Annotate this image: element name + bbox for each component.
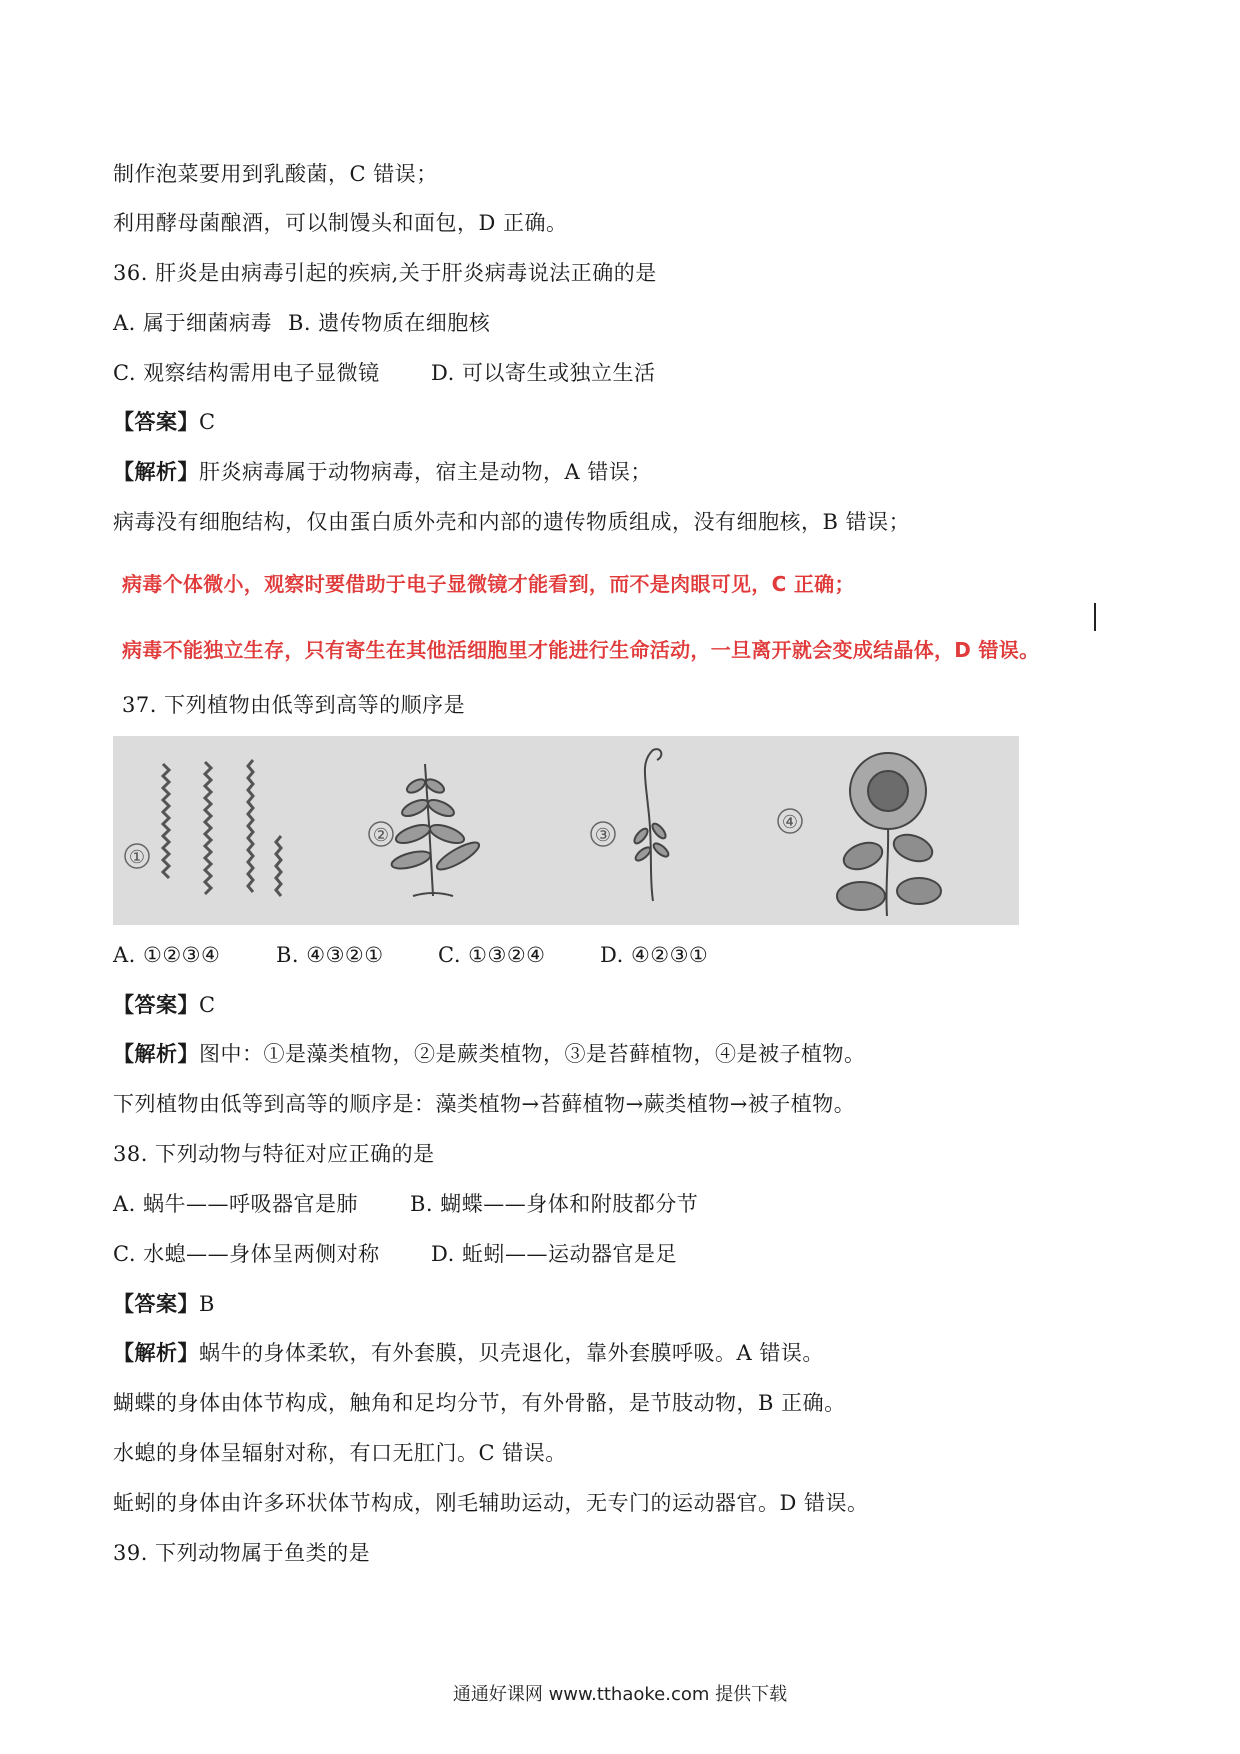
q38-options-row2 <box>113 1240 677 1268</box>
explanation-label: 【解析】 <box>113 1340 199 1365</box>
q36-options-row2 <box>113 359 655 387</box>
answer-label: 【答案】 <box>113 1291 199 1316</box>
fern-illustration <box>390 764 482 896</box>
explanation <box>113 1339 824 1367</box>
option-c: C. 观察结构需用电子显微镜 <box>113 361 380 385</box>
option-c: C. ①③②④ <box>438 943 546 967</box>
explanation-label: 【解析】 <box>113 459 199 484</box>
answer <box>113 408 216 436</box>
highlighted-line: 病毒个体微小，观察时要借助于电子显微镜才能看到，而不是肉眼可见，C 正确； <box>122 572 855 596</box>
text-line: 水螅的身体呈辐射对称，有口无肛门。C 错误。 <box>113 1441 567 1465</box>
option-b: B. 蝴蝶——身体和附肢都分节 <box>410 1192 699 1216</box>
highlighted-line: 病毒不能独立生存，只有寄生在其他活细胞里才能进行生命活动，一旦离开就会变成结晶体，D 错误。 <box>122 638 1040 662</box>
sunflower-illustration <box>837 753 941 916</box>
q36-options-row1 <box>113 309 490 337</box>
figure-number-3: ③ <box>594 825 612 846</box>
answer <box>113 991 216 1019</box>
option-a: A. ①②③④ <box>113 943 221 967</box>
option-a: A. 蜗牛——呼吸器官是肺 <box>113 1192 359 1216</box>
answer <box>113 1290 215 1318</box>
answer-value: C <box>199 993 216 1017</box>
question-39: 39. 下列动物属于鱼类的是 <box>113 1541 371 1565</box>
plants-figure <box>113 736 1019 925</box>
figure-number-4: ④ <box>781 812 799 833</box>
q38-options-row1 <box>113 1190 698 1218</box>
option-d: D. 可以寄生或独立生活 <box>431 361 656 385</box>
answer-label: 【答案】 <box>113 992 199 1017</box>
moss-illustration <box>632 749 670 901</box>
explanation <box>113 1040 866 1068</box>
question-37: 37. 下列植物由低等到高等的顺序是 <box>122 693 466 717</box>
answer-value: C <box>199 410 216 434</box>
option-d: D. ④②③① <box>600 943 709 967</box>
explanation <box>113 458 652 486</box>
text-line: 下列植物由低等到高等的顺序是：藻类植物→苔藓植物→蕨类植物→被子植物。 <box>113 1092 856 1116</box>
option-b: B. ④③②① <box>276 943 384 967</box>
answer-value: B <box>199 1292 215 1316</box>
explanation-text: 蜗牛的身体柔软，有外套膜，贝壳退化，靠外套膜呼吸。A 错误。 <box>199 1341 824 1365</box>
text-line: 制作泡菜要用到乳酸菌，C 错误； <box>113 162 438 186</box>
figure-number-2: ② <box>372 825 390 846</box>
option-d: D. 蚯蚓——运动器官是足 <box>431 1242 677 1266</box>
text-line: 利用酵母菌酿酒，可以制馒头和面包，D 正确。 <box>113 211 568 235</box>
option-c: C. 水螅——身体呈两侧对称 <box>113 1242 380 1266</box>
option-a: A. 属于细菌病毒 <box>113 311 273 335</box>
explanation-text: 图中：①是藻类植物，②是蕨类植物，③是苔藓植物，④是被子植物。 <box>199 1042 866 1066</box>
question-36: 36. 肝炎是由病毒引起的疾病,关于肝炎病毒说法正确的是 <box>113 261 657 285</box>
text-line: 蝴蝶的身体由体节构成，触角和足均分节，有外骨骼，是节肢动物，B 正确。 <box>113 1391 846 1415</box>
plants-illustration <box>113 736 1019 925</box>
text-cursor <box>1094 603 1096 631</box>
q37-options <box>113 941 708 969</box>
text-line: 蚯蚓的身体由许多环状体节构成，刚毛辅助运动，无专门的运动器官。D 错误。 <box>113 1491 869 1515</box>
footer: 通通好课网 www.tthaoke.com 提供下载 <box>452 1684 788 1705</box>
figure-number-1: ① <box>128 847 146 868</box>
explanation-text: 肝炎病毒属于动物病毒，宿主是动物，A 错误； <box>199 460 652 484</box>
question-38: 38. 下列动物与特征对应正确的是 <box>113 1142 435 1166</box>
answer-label: 【答案】 <box>113 409 199 434</box>
algae-illustration <box>163 760 281 896</box>
explanation-label: 【解析】 <box>113 1041 199 1066</box>
text-line: 病毒没有细胞结构，仅由蛋白质外壳和内部的遗传物质组成，没有细胞核，B 错误； <box>113 510 911 534</box>
option-b: B. 遗传物质在细胞核 <box>288 311 491 335</box>
